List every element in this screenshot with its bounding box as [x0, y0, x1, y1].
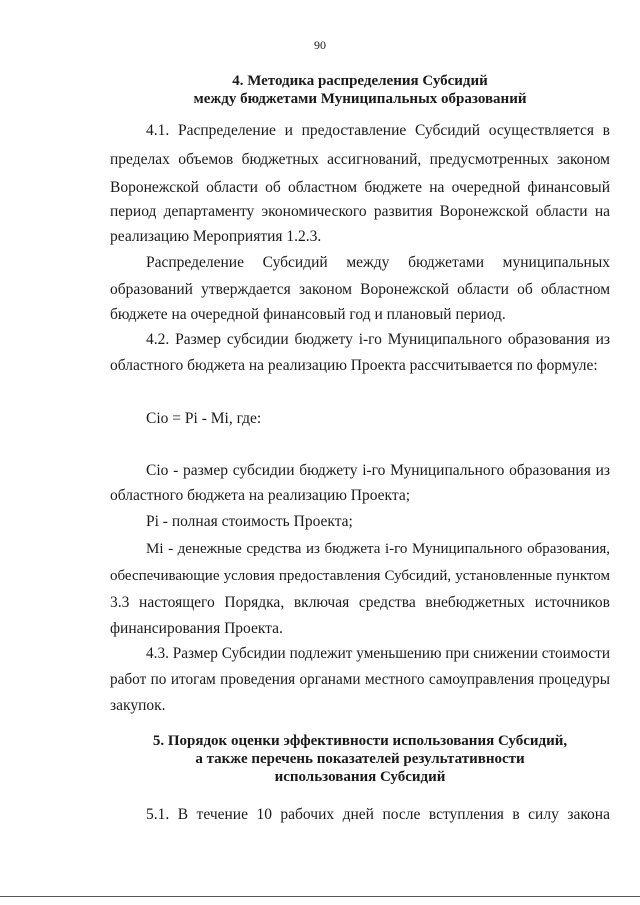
- section-5-heading-line-2: а также перечень показателей результативности: [195, 751, 525, 767]
- paragraph-line: Воронежской области об областном бюджете на очередной финансовый: [110, 179, 610, 196]
- paragraph-line: образований утверждается законом Воронежской области об областном: [110, 281, 610, 298]
- paragraph-line: Mi - денежные средства из бюджета i-го Муниципального образования,: [146, 541, 610, 557]
- paragraph-line: 4.3. Размер Субсидии подлежит уменьшению при снижении стоимости: [146, 645, 610, 662]
- paragraph-line: областного бюджета на реализацию Проекта рассчитывается по формуле:: [110, 357, 598, 374]
- paragraph-line: финансирования Проекта.: [110, 620, 283, 637]
- paragraph-line: 4.1. Распределение и предоставление Субсидий осуществляется в: [146, 122, 610, 139]
- page-bottom-rule: [0, 896, 640, 897]
- page-number: 90: [314, 38, 326, 52]
- section-5-heading: [100, 732, 620, 786]
- section-5-heading-line-3: использования Субсидий: [274, 769, 446, 785]
- paragraph-line: областного бюджета на реализацию Проекта;: [110, 487, 411, 504]
- paragraph-line: обеспечивающие условия предоставления Субсидий, установленные пунктом: [110, 568, 610, 584]
- paragraph-line: 4.2. Размер субсидии бюджету i-го Муниципального образования из: [146, 331, 610, 348]
- paragraph-line: реализацию Мероприятия 1.2.3.: [110, 228, 322, 245]
- section-5-heading-line-1: 5. Порядок оценки эффективности использования Субсидий,: [152, 733, 568, 749]
- section-4-heading: [100, 72, 620, 108]
- section-4-heading-line-1: 4. Методика распределения Субсидий: [232, 73, 488, 89]
- paragraph-line: 5.1. В течение 10 рабочих дней после вступления в силу закона: [146, 806, 610, 823]
- paragraph-line: 3.3 настоящего Порядка, включая средства внебюджетных источников: [110, 594, 610, 611]
- section-4-heading-line-2: между бюджетами Муниципальных образований: [193, 91, 527, 107]
- paragraph-line: закупок.: [110, 697, 166, 714]
- paragraph-line: бюджете на очередной финансовый год и плановый период.: [110, 306, 506, 323]
- paragraph-line: Cio - размер субсидии бюджету i-го Муниципального образования из: [146, 462, 610, 479]
- paragraph-line: пределах объемов бюджетных ассигнований, предусмотренных законом: [110, 151, 610, 168]
- paragraph-line: Pi - полная стоимость Проекта;: [146, 513, 353, 530]
- paragraph-line: период департаменту экономического развития Воронежской области на: [110, 203, 610, 220]
- paragraph-line: Распределение Субсидий между бюджетами муниципальных: [146, 254, 610, 271]
- paragraph-line: работ по итогам проведения органами местного самоуправления процедуры: [110, 671, 610, 688]
- formula: Сio = Pi - Mi, где:: [146, 410, 262, 427]
